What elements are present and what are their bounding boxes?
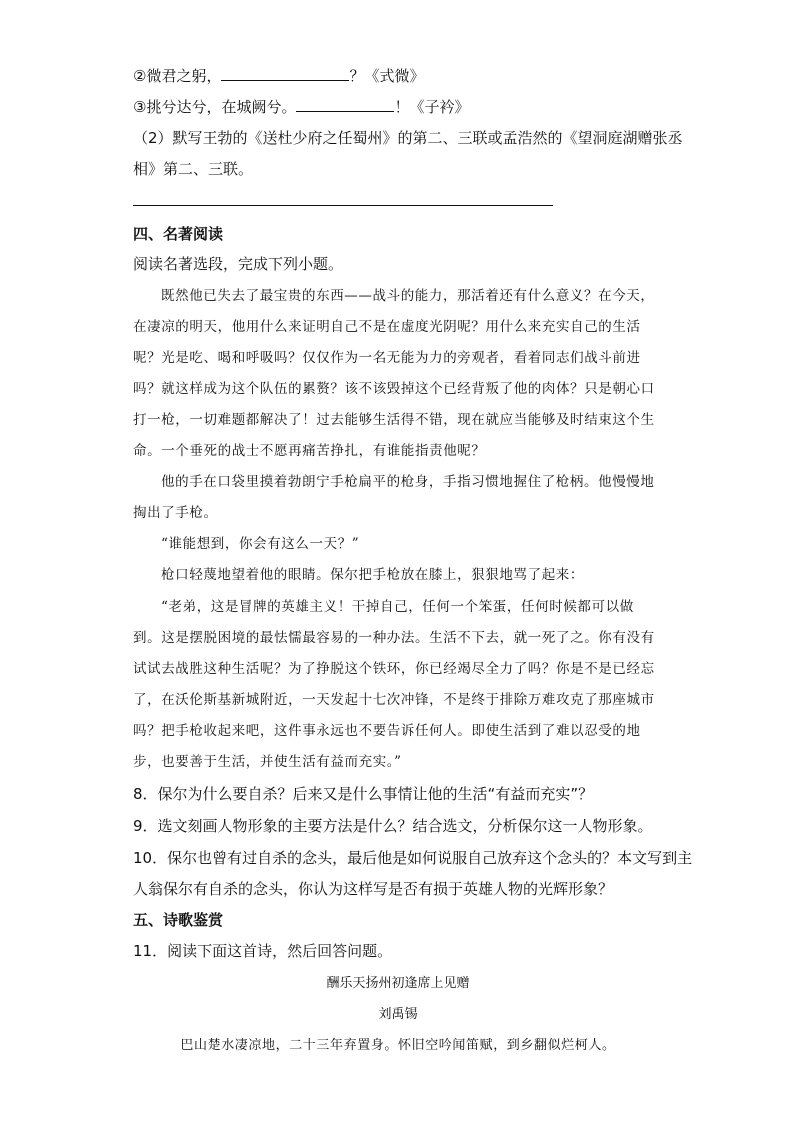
quote-item-3 bbox=[133, 97, 663, 117]
question-9: 9．选文刻画人物形象的主要方法是什么？结合选文，分析保尔这一人物形象。 bbox=[133, 817, 653, 835]
section-4-instruction: 阅读名著选段，完成下列小题。 bbox=[133, 255, 344, 273]
question-8: 8．保尔为什么要自杀？后来又是什么事情让他的生活“有益而充实”？ bbox=[133, 785, 594, 803]
passage-line: 在凄凉的明天，他用什么来证明自己不是在虚度光阴呢？用什么来充实自己的生活 bbox=[133, 319, 641, 335]
section-4-heading: 四、名著阅读 bbox=[133, 225, 224, 243]
passage-line: 命。一个垂死的战士不愿再痛苦挣扎，有谁能指责他呢？ bbox=[133, 443, 486, 459]
answer-blank[interactable] bbox=[296, 97, 394, 112]
question-7-2-line-1: （2）默写王勃的《送杜少府之任蜀州》的第二、三联或孟浩然的《望洞庭湖赠张丞 bbox=[133, 129, 683, 147]
question-11: 11．阅读下面这首诗，然后回答问题。 bbox=[133, 942, 393, 960]
question-7-2-line-2: 相》第二、三联。 bbox=[133, 160, 254, 178]
passage-line: 吗？把手枪收起来吧，这件事永远也不要告诉任何人。即使生活到了难以忍受的地 bbox=[133, 723, 641, 739]
passage-line: 枪口轻蔑地望着他的眼睛。保尔把手枪放在膝上，狠狠地骂了起来： bbox=[161, 567, 584, 583]
passage-line: 既然他已失去了最宝贵的东西——战斗的能力，那活着还有什么意义？在今天， bbox=[161, 288, 655, 304]
passage-line: 步，也要善于生活，并使生活有益而充实。” bbox=[133, 754, 402, 770]
answer-blank[interactable] bbox=[221, 66, 349, 81]
passage-line: “谁能想到，你会有这么一天？” bbox=[161, 536, 360, 552]
passage-line: 吗？就这样成为这个队伍的累赘？该不该毁掉这个已经背叛了他的肉体？只是朝心口 bbox=[133, 381, 655, 397]
passage-line: 他的手在口袋里摸着勃朗宁手枪扁平的枪身，手指习惯地握住了枪柄。他慢慢地 bbox=[161, 474, 655, 490]
passage-line: 掏出了手枪。 bbox=[133, 505, 218, 521]
passage-line: 试试去战胜这种生活呢？为了挣脱这个铁环，你已经竭尽全力了吗？你是不是已经忘 bbox=[133, 661, 655, 677]
passage-line: 到。这是摆脱困境的最怯懦最容易的一种办法。生活不下去，就一死了之。你有没有 bbox=[133, 630, 655, 646]
quote-3-before: ③挑兮达兮，在城阙兮。 bbox=[133, 98, 297, 116]
quote-2-before: ②微君之躬， bbox=[133, 67, 222, 85]
quote-item-2 bbox=[133, 66, 663, 86]
quote-2-after: ？《式微》 bbox=[349, 67, 425, 85]
section-5-heading: 五、诗歌鉴赏 bbox=[133, 911, 224, 929]
passage-line: 了，在沃伦斯基新城附近，一天发起十七次冲锋，不是终于排除万难攻克了那座城市 bbox=[133, 692, 655, 708]
passage-line: 呢？光是吃、喝和呼吸吗？仅仅作为一名无能为力的旁观者，看着同志们战斗前进 bbox=[133, 350, 641, 366]
poem-line: 巴山楚水凄凉地，二十三年弃置身。怀旧空吟闻笛赋，到乡翻似烂柯人。 bbox=[180, 1038, 616, 1053]
quote-3-after: ！《子衿》 bbox=[394, 98, 470, 116]
answer-line[interactable] bbox=[133, 205, 553, 206]
poem-title: 酬乐天扬州初逢席上见赠 bbox=[326, 976, 470, 991]
question-10-line-1: 10．保尔也曾有过自杀的念头，最后他是如何说服自己放弃这个念头的？本文写到主 bbox=[133, 849, 693, 867]
question-10-line-2: 人翁保尔有自杀的念头，你认为这样写是否有损于英雄人物的光辉形象？ bbox=[133, 880, 614, 898]
passage-line: “老弟，这是冒牌的英雄主义！干掉自己，任何一个笨蛋，任何时候都可以做 bbox=[161, 599, 634, 615]
poem-author: 刘禹锡 bbox=[378, 1007, 418, 1022]
passage-line: 打一枪，一切难题都解决了！过去能够生活得不错，现在就应当能够及时结束这个生 bbox=[133, 412, 655, 428]
